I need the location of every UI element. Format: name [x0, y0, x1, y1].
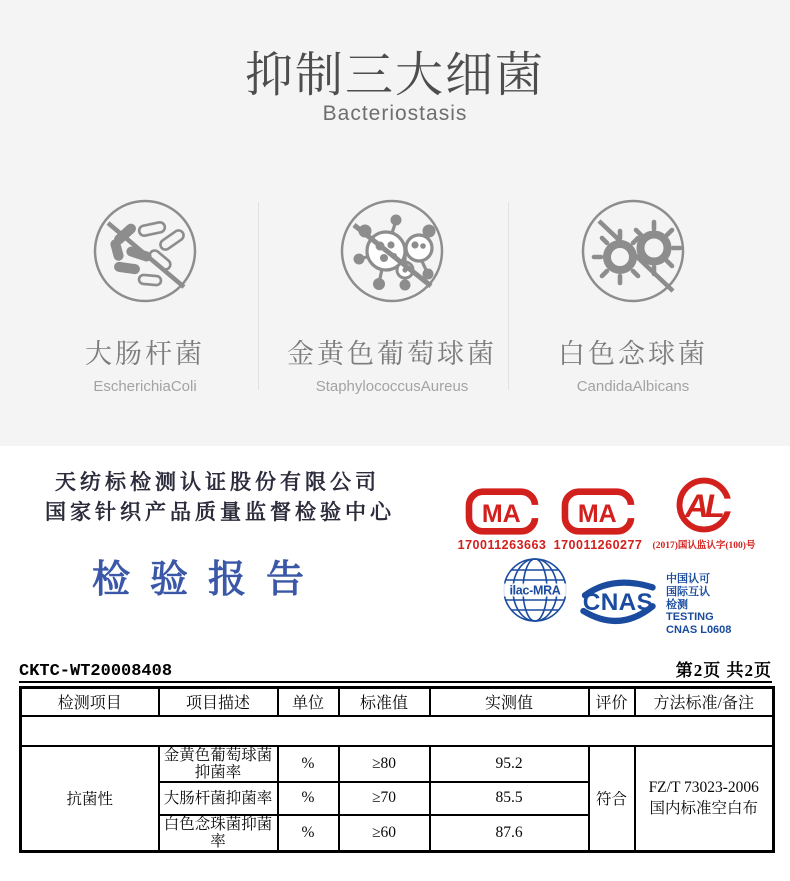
standard-cell: ≥70: [339, 782, 430, 815]
desc-cell: 大肠杆菌抑菌率: [159, 782, 278, 815]
svg-text:CNAS: CNAS: [582, 589, 654, 617]
results-table: [19, 686, 775, 853]
bacteria-card-candida: [508, 198, 758, 395]
category-cell: 抗菌性: [21, 746, 159, 852]
cma-badge: [457, 488, 547, 552]
doc-number: CKTC-WT20008408: [19, 662, 173, 681]
cma-logo-icon: [561, 488, 635, 535]
bacteria-name-en: StaphylococcusAureus: [315, 378, 469, 395]
header-cell-method: 方法标准/备注: [635, 688, 774, 716]
cnas-text-line: CNAS L0608: [666, 624, 732, 637]
header-cell-evaluation: 评价: [589, 688, 635, 716]
company-name-line1: 天纺标检测认证股份有限公司: [55, 470, 380, 494]
bacteria-name-en: EscherichiaColi: [93, 378, 197, 395]
ecoli-bacteria-icon: [92, 198, 198, 304]
unit-cell: %: [278, 815, 339, 852]
section-test-report: [0, 446, 790, 664]
cnas-logo-icon: [574, 572, 662, 628]
bacteria-name-cn: 白色念球菌: [558, 339, 708, 369]
header-cell-item: 检测项目: [21, 688, 159, 716]
bacteria-card-ecoli: [40, 198, 250, 395]
section-result-table: [0, 661, 790, 853]
standard-cell: ≥80: [339, 746, 430, 782]
header-cell-standard: 标准值: [339, 688, 430, 716]
candida-bacteria-icon: [580, 198, 686, 304]
header-cell-unit: 单位: [278, 688, 339, 716]
cnas-accreditation-text: [666, 573, 731, 637]
company-name-line2: 国家针织产品质量监督检验中心: [45, 500, 395, 524]
hero-subtitle: Bacteriostasis: [322, 102, 468, 125]
cma-badge: [553, 488, 643, 552]
cal-license-number: (2017)国认监认字(100)号: [652, 541, 756, 551]
table-header-row: [21, 688, 774, 716]
method-cell: [635, 746, 774, 852]
column-divider: [258, 202, 259, 390]
measured-cell: 87.6: [430, 815, 589, 852]
bacteria-card-staphylococcus: [267, 198, 517, 395]
cma-logo-icon: [465, 488, 539, 535]
desc-cell: 金黄色葡萄球菌抑菌率: [159, 746, 278, 782]
ilac-mra-icon: [502, 557, 568, 623]
header-cell-description: 项目描述: [159, 688, 278, 716]
cnas-text-line: TESTING: [666, 611, 714, 624]
desc-cell: 白色念珠菌抑菌率: [159, 815, 278, 852]
bacteria-name-en: CandidaAlbicans: [576, 378, 690, 395]
document-header-row: [19, 661, 772, 683]
bacteria-name-cn: 金黄色葡萄球菌: [287, 339, 497, 369]
svg-text:ilac-MRA: ilac-MRA: [509, 583, 561, 598]
hero-title: 抑制三大细菌: [244, 49, 545, 102]
method-standard-line: 国内标准空白布: [649, 800, 758, 817]
unit-cell: %: [278, 782, 339, 815]
report-title: 检验报告: [92, 559, 325, 601]
spacer-row: [21, 716, 774, 746]
measured-cell: 85.5: [430, 782, 589, 815]
cal-logo-icon: [675, 476, 733, 534]
cnas-text-line: 中国认可: [666, 573, 710, 585]
table-row: [21, 746, 774, 782]
page-indicator: 第2页 共2页: [675, 661, 772, 680]
svg-text:MA: MA: [481, 499, 521, 528]
standard-cell: ≥60: [339, 815, 430, 852]
spacer-cell: [21, 716, 774, 746]
method-standard-line: FZ/T 73023-2006: [648, 779, 759, 796]
measured-cell: 95.2: [430, 746, 589, 782]
cma-license-number: 170011260277: [553, 538, 643, 552]
cal-badge: [652, 476, 756, 551]
cma-license-number: 170011263663: [457, 538, 547, 552]
svg-text:MA: MA: [577, 499, 617, 528]
header-cell-measured: 实测值: [430, 688, 589, 716]
unit-cell: %: [278, 746, 339, 782]
bacteria-name-cn: 大肠杆菌: [85, 339, 205, 369]
staphylococcus-bacteria-icon: [339, 198, 445, 304]
cnas-text-line: 国际互认: [666, 585, 710, 598]
cnas-text-line: 检测: [666, 598, 688, 611]
evaluation-cell: 符合: [589, 746, 635, 852]
svg-text:AL: AL: [684, 486, 722, 524]
